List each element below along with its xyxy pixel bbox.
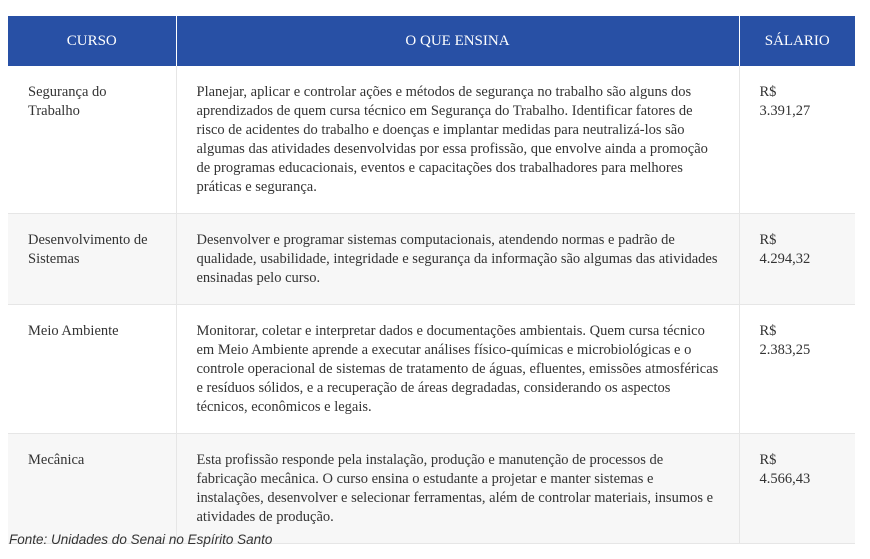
cell-curso: Segurança do Trabalho — [8, 66, 176, 214]
cell-descricao: Desenvolver e programar sistemas computacionais, atendendo normas e padrão de qualidade, usabilidade, integridade e segurança da informação são algumas das atividades ensinadas pelo curso. — [176, 214, 739, 305]
cell-curso: Meio Ambiente — [8, 305, 176, 434]
header-o-que-ensina: O QUE ENSINA — [176, 16, 739, 66]
cell-curso: Desenvolvimento de Sistemas — [8, 214, 176, 305]
cell-salario: R$ 4.566,43 — [739, 434, 855, 544]
courses-table — [8, 16, 855, 544]
table-row — [8, 434, 855, 544]
source-caption: Fonte: Unidades do Senai no Espírito Santo — [9, 532, 273, 547]
cell-salario: R$ 3.391,27 — [739, 66, 855, 214]
table-header-row — [8, 16, 855, 66]
cell-salario: R$ 2.383,25 — [739, 305, 855, 434]
table-row — [8, 305, 855, 434]
cell-descricao: Monitorar, coletar e interpretar dados e documentações ambientais. Quem cursa técnico em Meio Ambiente aprende a executar análises físico-químicas e microbiológicas e o controle operacional de sistemas de tratamento de águas, efluentes, emissões atmosféricas e resíduos sólidos, e a recuperação de áreas degradadas, considerando os aspectos técnicos, econômicos e legais. — [176, 305, 739, 434]
header-salario: SÁLARIO — [739, 16, 855, 66]
table-row — [8, 66, 855, 214]
header-curso: CURSO — [8, 16, 176, 66]
table-row — [8, 214, 855, 305]
cell-salario: R$ 4.294,32 — [739, 214, 855, 305]
cell-curso: Mecânica — [8, 434, 176, 544]
cell-descricao: Esta profissão responde pela instalação, produção e manutenção de processos de fabricação mecânica. O curso ensina o estudante a projetar e manter sistemas e instalações, desenvolver e selecionar ferramentas, além de controlar materiais, insumos e atividades de produção. — [176, 434, 739, 544]
cell-descricao: Planejar, aplicar e controlar ações e métodos de segurança no trabalho são alguns dos aprendizados de quem cursa técnico em Segurança do Trabalho. Identificar fatores de risco de acidentes do trabalho e doenças e implantar medidas para neutralizá-los são algumas das atividades desenvolvidas por essa profissão, que envolve ainda a promoção de programas educacionais, eventos e capacitações dos trabalhadores para melhores práticas e segurança. — [176, 66, 739, 214]
